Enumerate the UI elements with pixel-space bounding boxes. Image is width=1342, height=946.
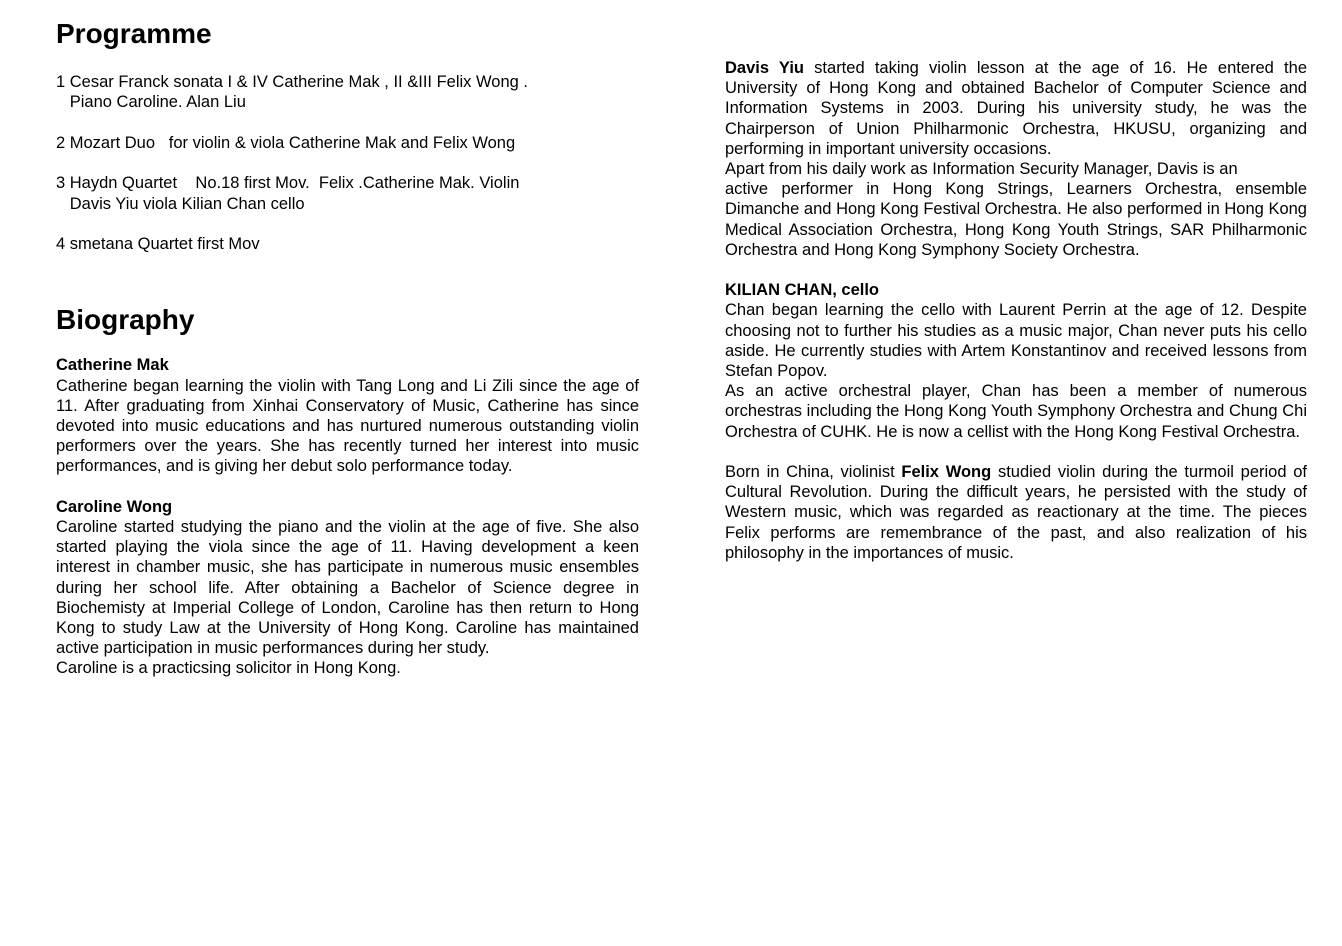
programme-item-line: 2 Mozart Duo for violin & viola Catherine Mak and Felix Wong xyxy=(56,133,516,152)
bio-felix xyxy=(725,462,1307,563)
programme-item-1 xyxy=(56,72,639,113)
left-column xyxy=(56,14,639,679)
programme-item-line: Piano Caroline. Alan Liu xyxy=(56,93,246,112)
bio-text-kilian-2: As an active orchestral player, Chan has been a member of numerous orchestras including the Hong Kong Youth Symphony Orchestra and Chung Chi Orchestra of CUHK. He is now a cellist with the Hong Kong Festival Orchestra. xyxy=(725,382,1307,441)
bio-text-kilian: Chan began learning the cello with Laurent Perrin at the age of 12. Despite choosing not to further his studies as a music major, Chan never puts his cello aside. He currently studies with Artem Konstantinov and received lessons from Stefan Popov. xyxy=(725,301,1307,381)
bio-kilian xyxy=(725,280,1307,442)
programme-item-line: 4 smetana Quartet first Mov xyxy=(56,235,260,254)
bio-text-felix-prefix: Born in China, violinist xyxy=(725,463,902,482)
bio-text-davis xyxy=(725,58,1307,159)
bio-catherine xyxy=(56,355,639,476)
programme-item-line: 3 Haydn Quartet No.18 first Mov. Felix .Catherine Mak. Violin xyxy=(56,174,520,193)
bio-text-catherine: Catherine began learning the violin with Tang Long and Li Zili since the age of 11. After graduating from Xinhai Conservatory of Music, Catherine has since devoted into music educations and has nurtured numerous outstanding violin performers over the years. She has recently turned her interest into music performances, and is giving her debut solo performance today. xyxy=(56,376,639,476)
biography-heading: Biography xyxy=(56,304,195,336)
programme-item-3 xyxy=(56,173,639,214)
programme-item-line: Davis Yiu viola Kilian Chan cello xyxy=(56,194,305,213)
bio-text-felix xyxy=(725,462,1307,563)
bio-name-kilian: KILIAN CHAN, cello xyxy=(725,281,880,300)
bio-name-felix: Felix Wong xyxy=(901,463,992,482)
programme-heading: Programme xyxy=(56,18,212,49)
bio-text-davis-2b: active performer in Hong Kong Strings, Learners Orchestra, ensemble Dimanche and Hong Kong Festival Orchestra. He also performed in Hong Kong Medical Association Orchestra, Hong Kong Youth Strings, SAR Philharmonic Orchestra and Hong Kong Symphony Society Orchestra. xyxy=(725,180,1307,259)
programme-item-line: 1 Cesar Franck sonata I & IV Catherine Mak , II &III Felix Wong . xyxy=(56,73,528,91)
bio-text-felix-body: studied violin during the turmoil period of Cultural Revolution. During the difficult years, he persisted with the study of Western music, which was regarded as reactionary at the time. The pieces Felix performs are remembrance of the past, and also realization of his philosophy in the importances of music. xyxy=(725,463,1308,562)
right-column xyxy=(725,58,1307,563)
bio-caroline xyxy=(56,497,639,679)
bio-text-caroline: Caroline started studying the piano and the violin at the age of five. She also started playing the viola since the age of 11. Having development a keen interest in chamber music, she has participate in numerous music ensembles during her school life. After obtaining a Bachelor of Science degree in Biochemisty at Imperial College of London, Caroline has then return to Hong Kong to study Law at the University of Hong Kong. Caroline has maintained active participation in music performances during her study. xyxy=(56,518,639,658)
bio-name-caroline: Caroline Wong xyxy=(56,497,173,516)
programme-item-4 xyxy=(56,234,639,254)
programme-item-2 xyxy=(56,133,639,153)
bio-name-catherine: Catherine Mak xyxy=(56,356,169,375)
bio-davis xyxy=(725,58,1307,260)
bio-text-caroline-last: Caroline is a practicsing solicitor in Hong Kong. xyxy=(56,659,401,678)
bio-text-davis-2a: Apart from his daily work as Information Security Manager, Davis is an xyxy=(725,160,1238,179)
bio-name-davis: Davis Yiu xyxy=(725,59,804,77)
bio-text-davis-body: started taking violin lesson at the age of 16. He entered the University of Hong Kong and obtained Bachelor of Computer Science and Information Systems in 2003. During his university study, he was the Chairperson of Union Philharmonic Orchestra, HKUSU, organizing and performing in important university occasions. xyxy=(725,59,1307,158)
